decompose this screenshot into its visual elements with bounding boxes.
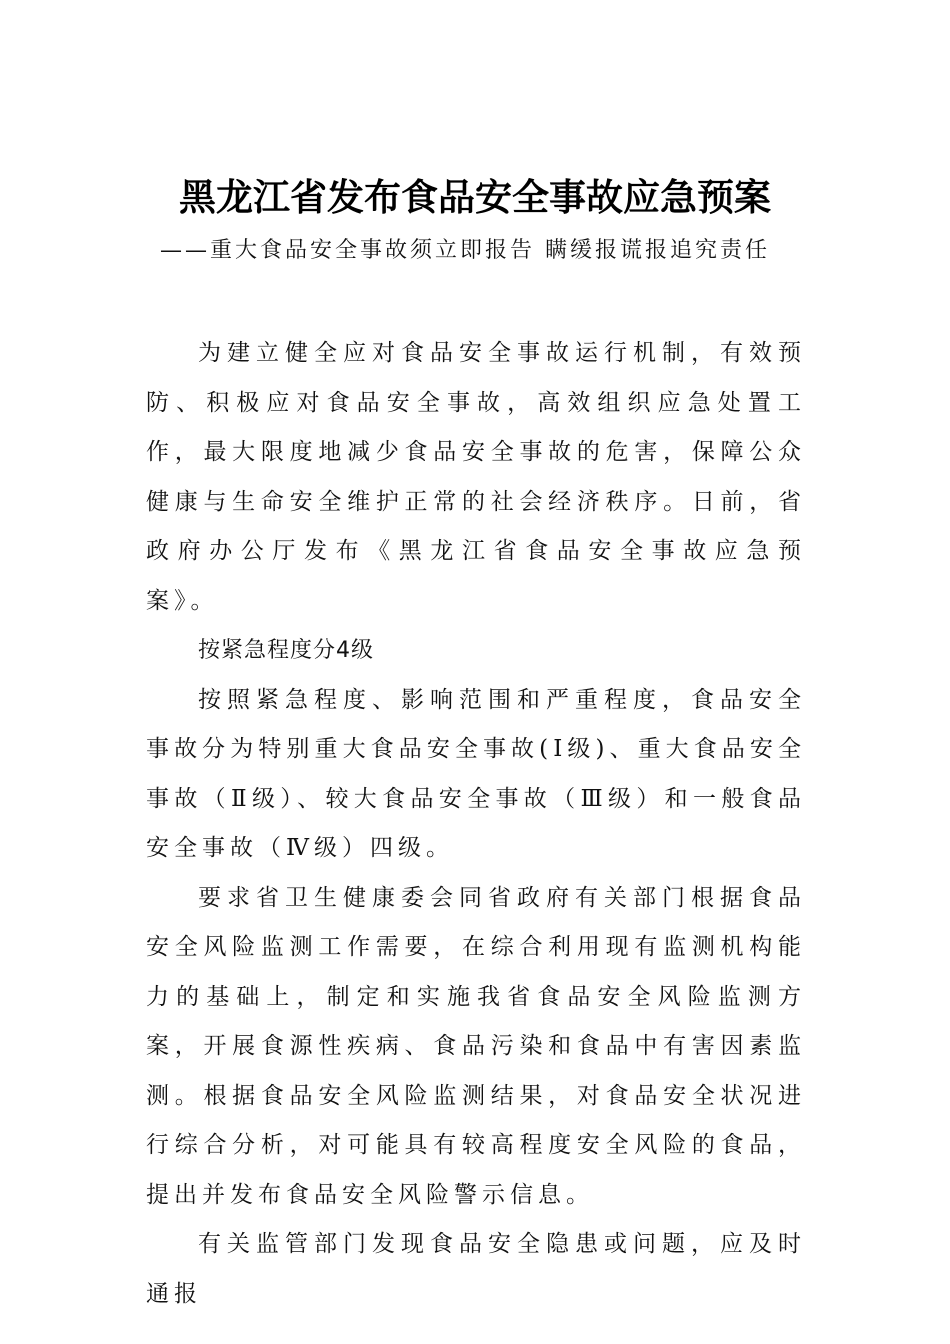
paragraph-intro: 为建立健全应对食品安全事故运行机制，有效预防、积极应对食品安全事故，高效组织应急处置工作，最大限度地减少食品安全事故的危害，保障公众健康与生命安全维护正常的社会经济秩序。日前，省政府办公厅发布《黑龙江省食品安全事故应急预案》。 bbox=[146, 340, 806, 614]
document-body bbox=[146, 329, 806, 1319]
paragraph-levels: 按照紧急程度、影响范围和严重程度，食品安全事故分为特别重大食品安全事故(Ⅰ级)、重大食品安全事故（Ⅱ级）、较大食品安全事故（Ⅲ级）和一般食品安全事故（Ⅳ级）四级。 bbox=[146, 686, 806, 861]
paragraph-monitoring: 要求省卫生健康委会同省政府有关部门根据食品安全风险监测工作需要，在综合利用现有监测机构能力的基础上，制定和实施我省食品安全风险监测方案，开展食源性疾病、食品污染和食品中有害因素监测。根据食品安全风险监测结果，对食品安全状况进行综合分析，对可能具有较高程度安全风险的食品，提出并发布食品安全风险警示信息。 bbox=[146, 884, 806, 1208]
section-heading: 按紧急程度分4级 bbox=[198, 638, 374, 663]
paragraph-reporting: 有关监管部门发现食品安全隐患或问题，应及时通报 bbox=[146, 1231, 806, 1307]
document-title: 黑龙江省发布食品安全事故应急预案 bbox=[179, 175, 771, 219]
document-subtitle: ——重大食品安全事故须立即报告 瞒缓报谎报追究责任 bbox=[160, 238, 770, 263]
